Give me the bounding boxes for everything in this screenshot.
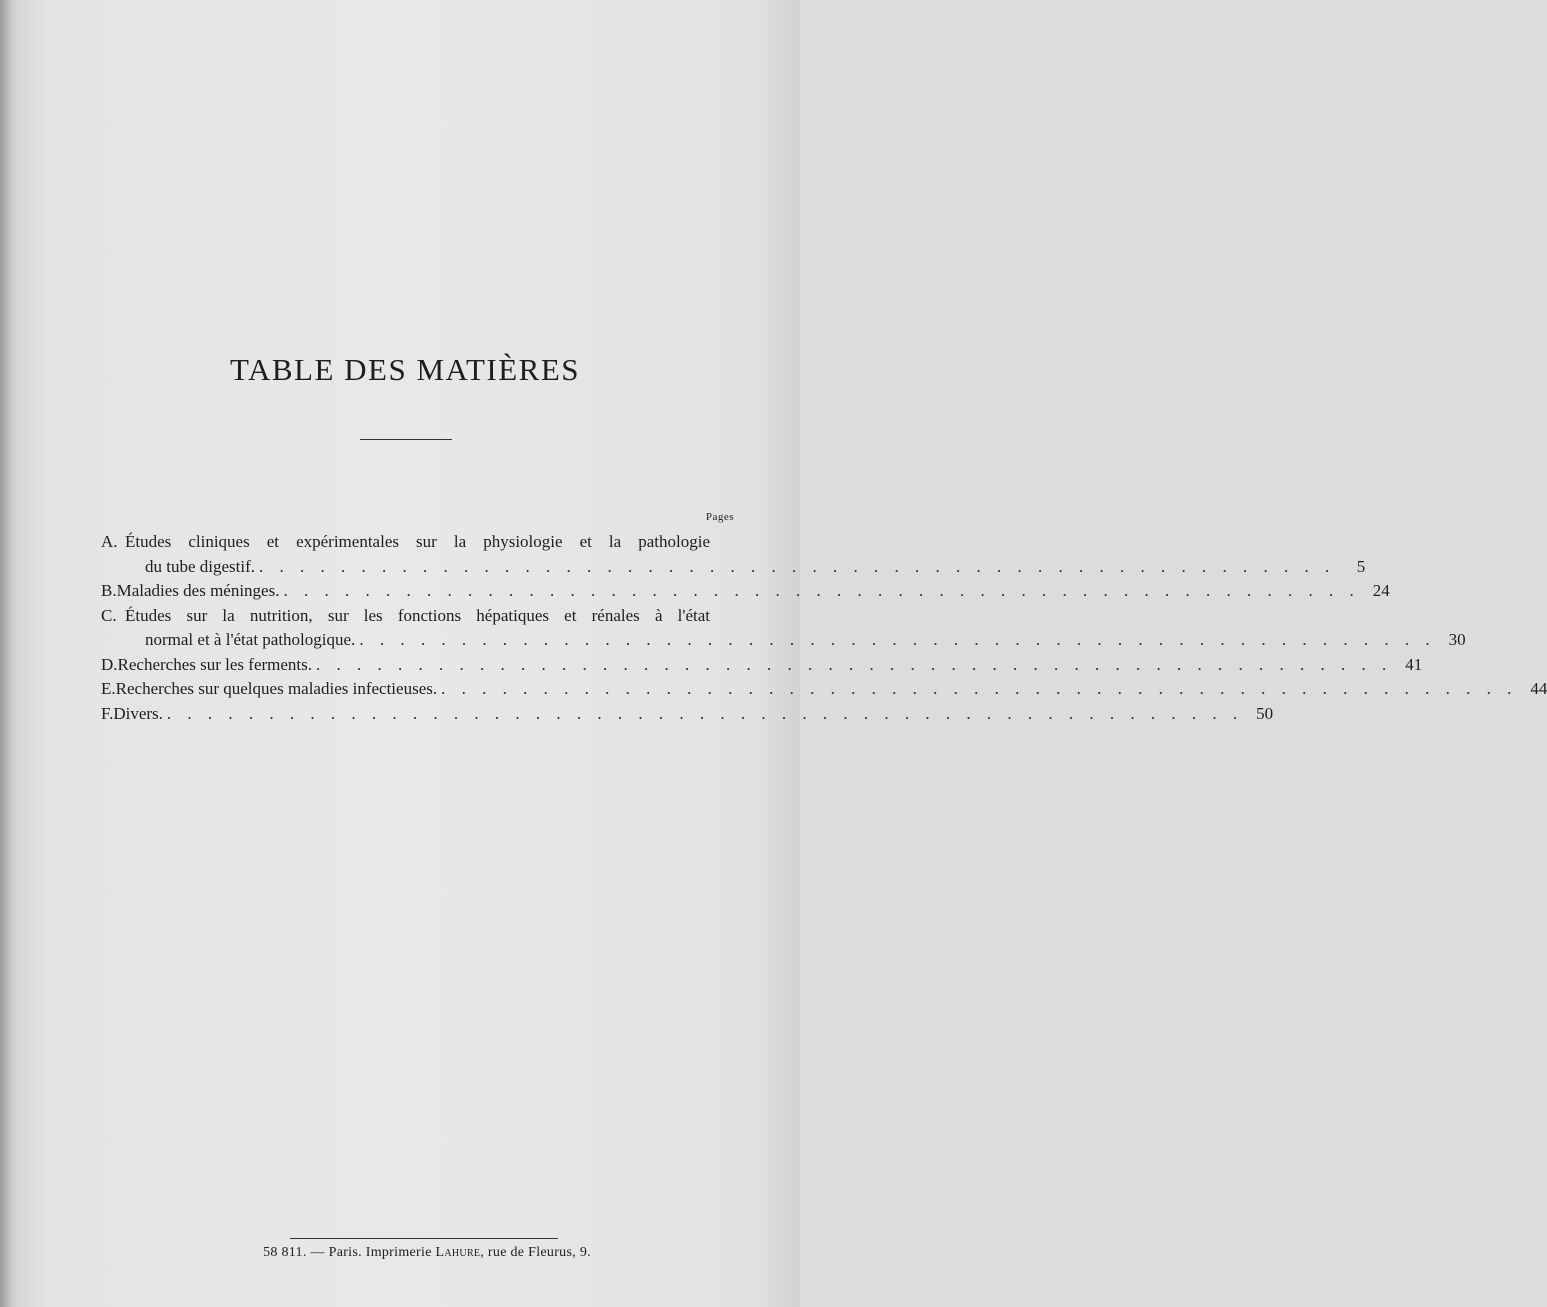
toc-entry-letter: F. xyxy=(101,703,114,723)
toc-entry-line xyxy=(101,555,1366,580)
toc-entry-letter: E. xyxy=(101,679,116,698)
page-title: TABLE DES MATIÈRES xyxy=(229,352,581,387)
toc-entry-letter: C. xyxy=(101,605,117,625)
dot-leader: . . . . . . . . . . . . . . . . . . . . . . . . . . . . . . . . . . . . . . . . . . . . . . . . . . . . . xyxy=(259,556,1336,576)
toc-entry-title: Études sur la nutrition, sur les fonctions hépatiques et rénales à l'état xyxy=(125,605,710,625)
toc-entry-b[interactable] xyxy=(101,579,1390,604)
pages-column-label: Pages xyxy=(705,511,734,523)
toc-entry-page: 5 xyxy=(1356,556,1366,576)
toc-entry-letter: D. xyxy=(101,654,118,674)
toc-entry-d[interactable] xyxy=(101,653,1423,678)
toc-entry-line xyxy=(101,628,1466,653)
toc-entry-e[interactable] xyxy=(101,677,1547,702)
imprint-dash: — xyxy=(310,1245,325,1260)
imprint-number: 58 811. xyxy=(263,1245,307,1260)
page-binding-edge xyxy=(0,0,18,1307)
dot-leader: . . . . . . . . . . . . . . . . . . . . . . . . . . . . . . . . . . . . . . . . . . . . . . . . . . . . . xyxy=(166,703,1244,723)
dot-leader: . . . . . . . . . . . . . . . . . . . . . . . . . . . . . . . . . . . . . . . . . . . . . . . . . . . . . xyxy=(316,654,1393,674)
dot-leader: . . . . . . . . . . . . . . . . . . . . . . . . . . . . . . . . . . . . . . . . . . . . . . . . . . . . . xyxy=(359,630,1436,649)
toc-entry-letter: B. xyxy=(101,581,117,600)
toc-entry-f[interactable] xyxy=(101,702,1274,727)
dot-leader: . . . . . . . . . . . . . . . . . . . . . . . . . . . . . . . . . . . . . . . . . . . . . . . . . . . . . xyxy=(441,679,1518,698)
toc-entry-page: 41 xyxy=(1405,654,1423,674)
toc-entry-line xyxy=(101,604,739,629)
toc-entry-line xyxy=(101,653,1423,678)
imprint-address: , rue de Fleurus, 9. xyxy=(480,1245,591,1260)
toc-entry-page: 44 xyxy=(1530,679,1547,698)
toc-entry-page: 24 xyxy=(1372,581,1390,600)
toc-entry-page: 50 xyxy=(1256,703,1274,723)
printer-imprint xyxy=(0,1245,854,1261)
toc-entry-line xyxy=(101,530,739,555)
toc-entry-title: Maladies des méninges. xyxy=(116,581,280,600)
toc-entry-page: 30 xyxy=(1448,630,1466,649)
toc-entry-line xyxy=(101,579,1390,604)
toc-entry-title-continued: du tube digestif. xyxy=(145,556,256,576)
imprint-printer-name: Lahure xyxy=(435,1245,481,1260)
title-rule xyxy=(360,439,452,440)
toc-entry-title: Recherches sur les ferments. xyxy=(117,654,313,674)
toc-entry-a[interactable] xyxy=(101,530,1366,579)
toc-entry-line xyxy=(101,677,1547,702)
toc-entry-title: Divers. xyxy=(113,703,163,723)
toc-entry-title: Études cliniques et expérimentales sur la physiologie et la pathologie xyxy=(125,532,710,551)
toc-entry-title-continued: normal et à l'état pathologique. xyxy=(145,630,356,649)
toc-entry-line xyxy=(101,702,1274,727)
dot-leader: . . . . . . . . . . . . . . . . . . . . . . . . . . . . . . . . . . . . . . . . . . . . . . . . . . . . . xyxy=(283,581,1360,600)
imprint-printer-prefix: Imprimerie xyxy=(365,1245,432,1260)
footer-rule xyxy=(290,1238,558,1239)
toc-entry-letter: A. xyxy=(101,532,118,551)
toc-entry-title: Recherches sur quelques maladies infectieuses. xyxy=(115,679,438,698)
toc-entry-c[interactable] xyxy=(101,604,1466,653)
imprint-city: Paris. xyxy=(328,1245,362,1260)
table-of-contents xyxy=(101,530,1547,726)
